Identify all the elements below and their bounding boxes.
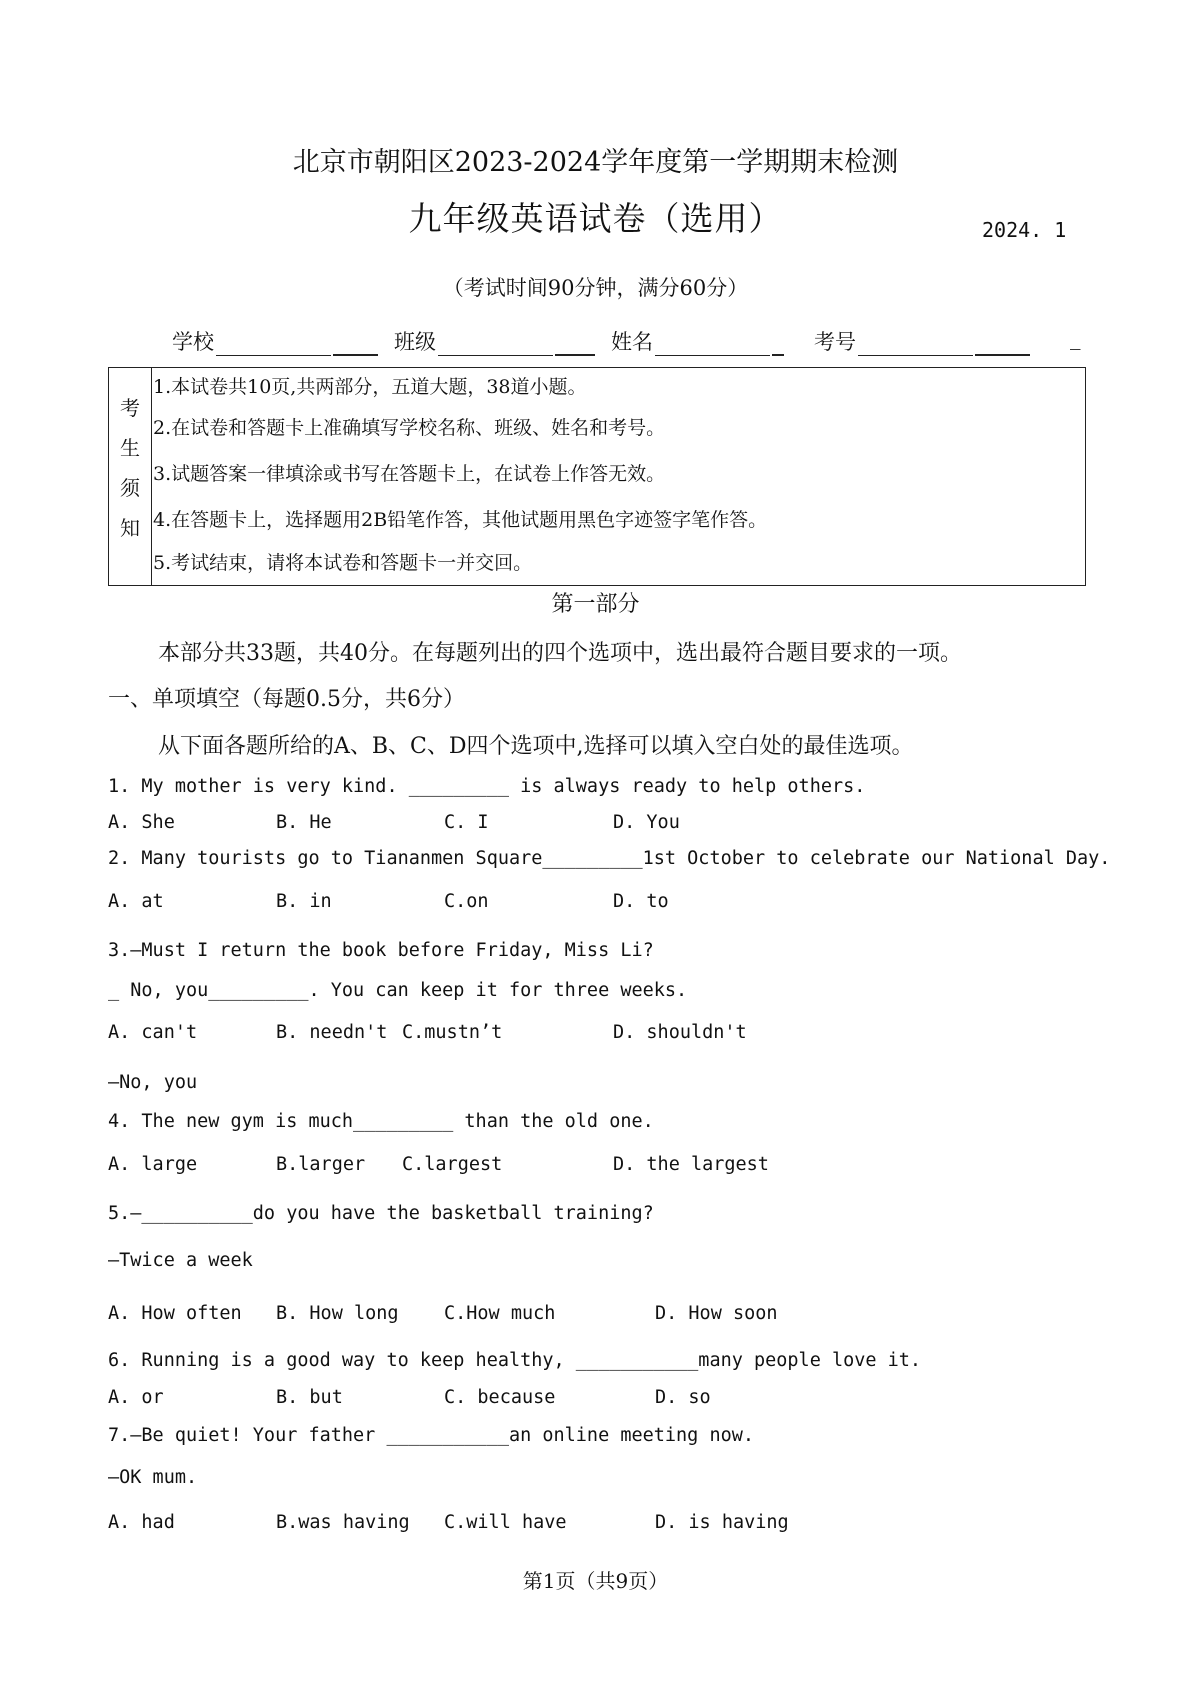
question-4-stem: 4. The new gym is much_________ than the old one.: [108, 1111, 654, 1132]
notice-label: [109, 368, 152, 585]
question-4-option-d[interactable]: D. the largest: [613, 1154, 769, 1175]
exam-title-line1: 北京市朝阳区2023-2024学年度第一学期期末检测: [292, 147, 899, 178]
question-2-option-a[interactable]: A. at: [108, 891, 164, 912]
class-label: 班级: [394, 330, 436, 354]
question-6-option-a[interactable]: A. or: [108, 1387, 164, 1408]
name-field[interactable]: [611, 326, 784, 356]
notice-label-char: 考: [120, 396, 140, 420]
question-7-option-a[interactable]: A. had: [108, 1512, 175, 1533]
name-label: 姓名: [611, 330, 653, 354]
student-info-fields: [172, 326, 1046, 356]
notice-label-char: 知: [120, 516, 140, 540]
notice-item: 5.考试结束，请将本试卷和答题卡一并交回。: [153, 552, 533, 574]
part-heading: 第一部分: [551, 592, 640, 617]
question-1-option-c[interactable]: C. I: [444, 812, 489, 833]
school-line[interactable]: [216, 335, 331, 356]
question-3-trailing-line: —No, you: [108, 1072, 198, 1093]
exam-date: 2024. 1: [982, 218, 1067, 242]
question-5-option-a[interactable]: A. How often: [108, 1303, 242, 1324]
question-5-stem: 5.—__________do you have the basketball training?: [108, 1203, 654, 1224]
exam-title-line2: 九年级英语试卷（选用）: [408, 199, 783, 238]
notice-item: 1.本试卷共10页,共两部分，五道大题，38道小题。: [153, 376, 587, 398]
school-label: 学校: [172, 330, 214, 354]
question-7-stem: 7.—Be quiet! Your father ___________an online meeting now.: [108, 1425, 755, 1446]
question-7-option-b[interactable]: B.was having: [276, 1512, 410, 1533]
question-6-option-c[interactable]: C. because: [444, 1387, 556, 1408]
question-3-option-b[interactable]: B. needn't: [276, 1022, 388, 1043]
question-5-option-c[interactable]: C.How much: [444, 1303, 556, 1324]
question-5-stem-line2: —Twice a week: [108, 1250, 253, 1271]
question-2-option-d[interactable]: D. to: [613, 891, 669, 912]
notice-item: 3.试题答案一律填涂或书写在答题卡上，在试卷上作答无效。: [153, 463, 666, 485]
question-7-option-c[interactable]: C.will have: [444, 1512, 567, 1533]
notice-label-char: 须: [120, 476, 140, 500]
question-3-option-c[interactable]: C.mustn’t: [402, 1022, 503, 1043]
page-footer: 第1页（共9页）: [522, 1569, 669, 1593]
question-2-option-c[interactable]: C.on: [444, 891, 489, 912]
notice-label-char: 生: [120, 436, 140, 460]
exam-number-label: 考号: [814, 330, 856, 354]
section1-title: 一、单项填空（每题0.5分，共6分）: [108, 687, 465, 712]
notice-item: 2.在试卷和答题卡上准确填写学校名称、班级、姓名和考号。: [153, 417, 666, 439]
question-1-option-b[interactable]: B. He: [276, 812, 332, 833]
question-3-option-a[interactable]: A. can't: [108, 1022, 198, 1043]
question-1-option-a[interactable]: A. She: [108, 812, 175, 833]
section1-instruction: 从下面各题所给的A、B、C、D四个选项中,选择可以填入空白处的最佳选项。: [158, 734, 914, 759]
question-1-stem: 1. My mother is very kind. _________ is always ready to help others.: [108, 776, 866, 797]
question-5-option-d[interactable]: D. How soon: [655, 1303, 778, 1324]
class-line[interactable]: [438, 335, 553, 356]
question-2-stem: 2. Many tourists go to Tiananmen Square_________1st October to celebrate our National Day.: [108, 848, 1111, 869]
question-7-option-d[interactable]: D. is having: [655, 1512, 789, 1533]
question-6-stem: 6. Running is a good way to keep healthy, ___________many people love it.: [108, 1350, 922, 1371]
question-3-stem: 3.—Must I return the book before Friday, Miss Li?: [108, 940, 654, 961]
exam-number-field[interactable]: [814, 326, 1030, 356]
question-7-stem-line2: —OK mum.: [108, 1467, 198, 1488]
fields-trailing-mark: _: [1070, 326, 1081, 350]
class-field[interactable]: [394, 326, 595, 356]
school-field[interactable]: [172, 326, 378, 356]
question-2-option-b[interactable]: B. in: [276, 891, 332, 912]
question-4-option-c[interactable]: C.largest: [402, 1154, 503, 1175]
question-3-stem-line2: _ No, you_________. You can keep it for three weeks.: [108, 980, 688, 1001]
question-6-option-d[interactable]: D. so: [655, 1387, 711, 1408]
question-3-option-d[interactable]: D. shouldn't: [613, 1022, 747, 1043]
exam-info: （考试时间90分钟，满分60分）: [442, 276, 749, 300]
exam-number-line[interactable]: [858, 335, 973, 356]
question-6-option-b[interactable]: B. but: [276, 1387, 343, 1408]
question-4-option-a[interactable]: A. large: [108, 1154, 198, 1175]
question-4-option-b[interactable]: B.larger: [276, 1154, 366, 1175]
notice-item: 4.在答题卡上，选择题用2B铅笔作答，其他试题用黑色字迹签字笔作答。: [153, 509, 768, 531]
name-line[interactable]: [655, 335, 770, 356]
part-intro: 本部分共33题，共40分。在每题列出的四个选项中，选出最符合题目要求的一项。: [158, 641, 962, 666]
question-1-option-d[interactable]: D. You: [613, 812, 680, 833]
notice-box: [108, 367, 1086, 586]
question-5-option-b[interactable]: B. How long: [276, 1303, 399, 1324]
